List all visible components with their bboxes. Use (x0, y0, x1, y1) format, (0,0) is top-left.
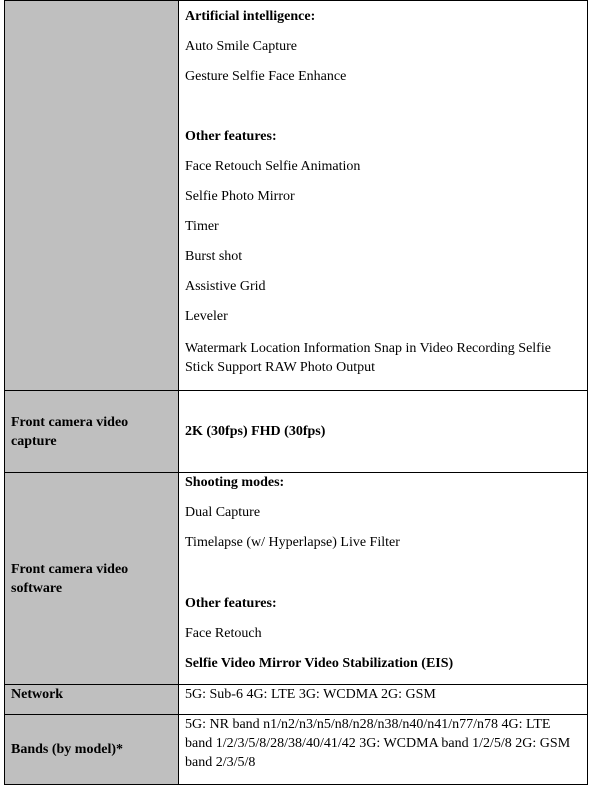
list-item: Selfie Video Mirror Video Stabilization (EIS) (185, 656, 454, 671)
row-value-cell (179, 685, 588, 715)
row-label: Front camera video software (11, 561, 129, 596)
list-item: Face Retouch (185, 626, 262, 641)
list-item: Face Retouch Selfie Animation (185, 159, 361, 174)
row-label: Bands (by model)* (11, 742, 124, 757)
row-label-cell (5, 391, 179, 473)
list-item: Burst shot (185, 249, 243, 264)
list-item: Selfie Photo Mirror (185, 189, 295, 204)
spec-table (4, 0, 588, 785)
table-row (5, 1, 588, 391)
row-value-cell (179, 715, 588, 785)
table-row (5, 715, 588, 785)
row-value-cell (179, 391, 588, 473)
list-item: Dual Capture (185, 505, 261, 520)
list-item: Auto Smile Capture (185, 39, 297, 54)
table-row (5, 473, 588, 685)
row-value-cell (179, 473, 588, 685)
list-item: Timer (185, 219, 219, 234)
row-label: Network (11, 687, 64, 702)
row-label: Front camera video capture (11, 414, 129, 449)
row-value: 5G: Sub-6 4G: LTE 3G: WCDMA 2G: GSM (185, 687, 436, 702)
section-heading: Other features: (185, 596, 277, 611)
section-heading: Shooting modes: (185, 475, 285, 490)
list-item: Leveler (185, 309, 228, 324)
row-label-cell (5, 715, 179, 785)
row-value: 5G: NR band n1/n2/n3/n5/n8/n28/n38/n40/n41/n77/n78 4G: LTE band 1/2/3/5/8/28/38/40/41/42 3G: WCDMA band 1/2/5/8 2G: GSM band 2/3/5/8 (185, 717, 571, 770)
list-item: Watermark Location Information Snap in Video Recording Selfie Stick Support RAW Photo Output (185, 341, 551, 375)
row-label-cell (5, 685, 179, 715)
list-item: Timelapse (w/ Hyperlapse) Live Filter (185, 535, 400, 550)
table-row (5, 685, 588, 715)
list-item: Assistive Grid (185, 279, 266, 294)
list-item: Gesture Selfie Face Enhance (185, 69, 347, 84)
row-label-cell (5, 1, 179, 391)
table-row (5, 391, 588, 473)
section-heading: Artificial intelligence: (185, 9, 316, 24)
row-value-cell (179, 1, 588, 391)
row-value: 2K (30fps) FHD (30fps) (185, 424, 326, 439)
section-heading: Other features: (185, 129, 277, 144)
row-label-cell (5, 473, 179, 685)
